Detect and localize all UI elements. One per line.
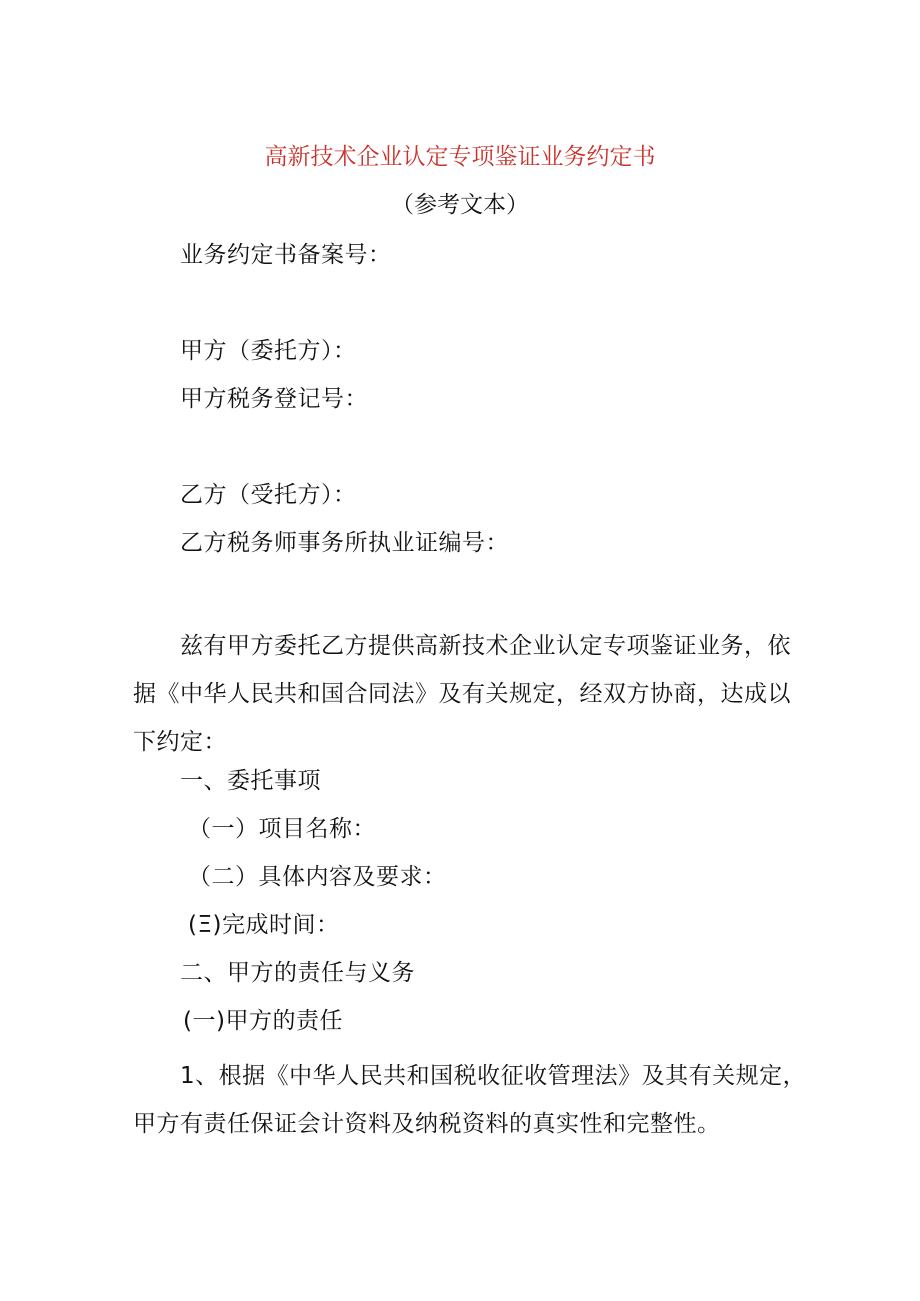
intro-paragraph: 兹有甲方委托乙方提供高新技术企业认定专项鉴证业务，依据《中华人民共和国合同法》及有关规定，经双方协商，达成以下约定： (133, 633, 791, 755)
clause-1-paragraph: 1、根据《中华人民共和国税收征收管理法》及其有关规定，甲方有责任保证会计资料及纳税资料的真实性和完整性。 (133, 1063, 807, 1137)
party-b-license-number-field: 乙方税务师事务所执业证编号： (180, 530, 509, 556)
section-1-heading: 一、委托事项 (180, 768, 321, 794)
document-title: 高新技术企业认定专项鉴证业务约定书 (264, 144, 656, 170)
item-2-content-requirements: （二）具体内容及要求： (188, 864, 447, 890)
document-subtitle: （参考文本） (391, 192, 529, 218)
item-3-completion-time: (Ξ)完成时间： (188, 912, 340, 938)
item-1-project-name: （一）项目名称： (188, 816, 376, 842)
party-a-field: 甲方（委托方）： (180, 338, 357, 364)
filing-number-field: 业务约定书备案号： (180, 242, 392, 268)
subsection-party-a-responsibility: (一)甲方的责任 (183, 1008, 343, 1034)
section-2-heading: 二、甲方的责任与义务 (180, 960, 415, 986)
party-a-tax-number-field: 甲方税务登记号： (180, 386, 368, 412)
party-b-field: 乙方（受托方）： (180, 482, 357, 508)
